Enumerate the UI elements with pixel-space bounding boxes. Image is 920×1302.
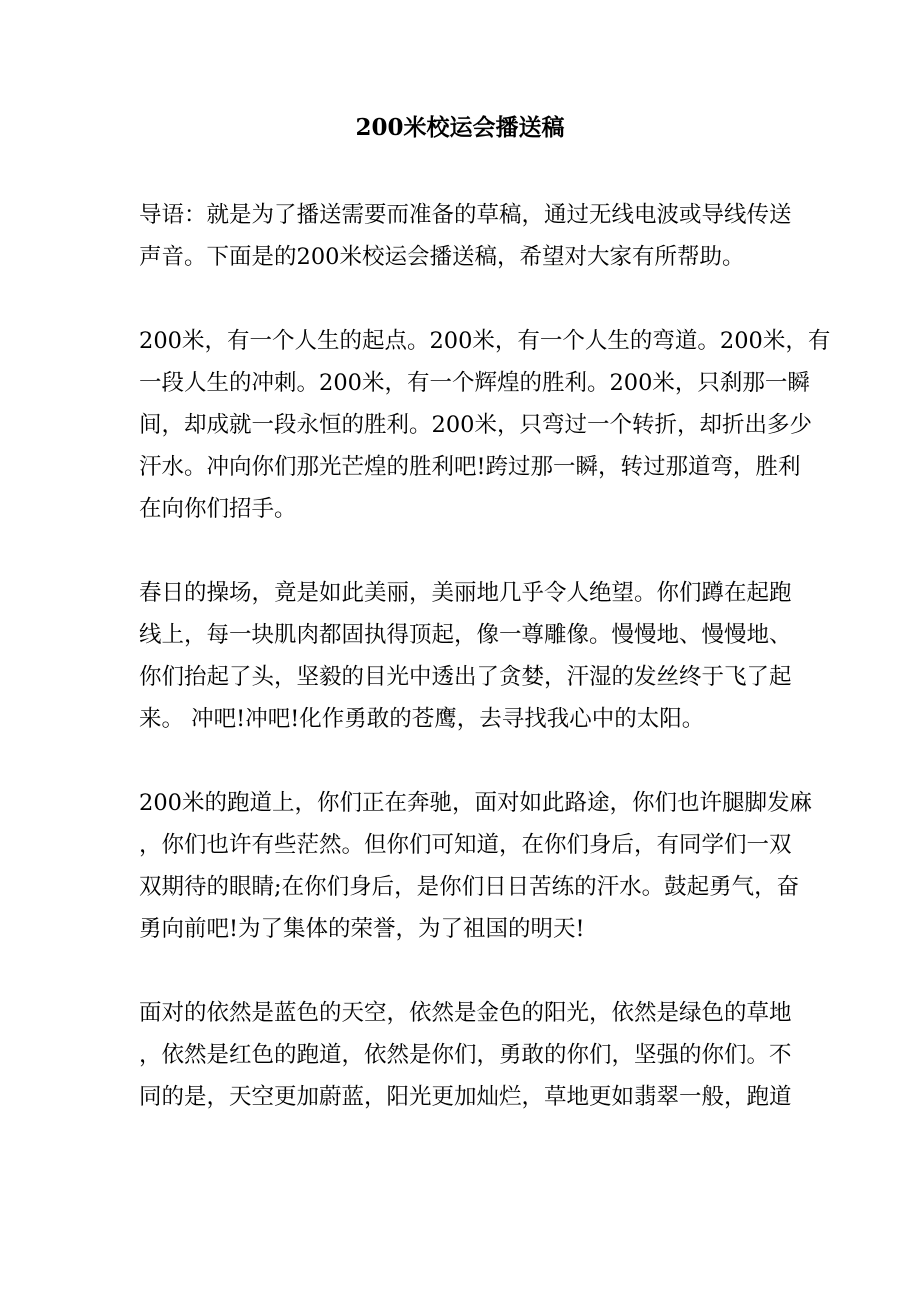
- document-title: 200米校运会播送稿: [355, 114, 565, 141]
- text-line: 线上，每一块肌肉都固执得顶起，像一尊雕像。慢慢地、慢慢地、: [139, 622, 792, 648]
- paragraph: [139, 194, 799, 278]
- text-line: 汗水。冲向你们那光芒煌的胜利吧!跨过那一瞬，转过那道弯，胜利: [139, 454, 801, 480]
- paragraph: [139, 572, 799, 740]
- text-line: 双期待的眼睛;在你们身后，是你们日日苦练的汗水。鼓起勇气，奋: [139, 874, 800, 900]
- text-line: 在向你们招手。: [139, 496, 297, 522]
- text-line: 声音。下面是的200米校运会播送稿，希望对大家有所帮助。: [139, 244, 745, 270]
- text-line: 来。 冲吧!冲吧!化作勇敢的苍鹰，去寻找我心中的太阳。: [139, 706, 705, 732]
- text-line: 一段人生的冲刺。200米，有一个辉煌的胜利。200米，只刹那一瞬: [139, 370, 810, 396]
- paragraph: [139, 992, 799, 1118]
- document-body: [139, 194, 831, 1160]
- text-line: 200米，有一个人生的起点。200米，有一个人生的弯道。200米，有: [139, 328, 831, 354]
- paragraph: [139, 782, 812, 950]
- paragraph: [139, 320, 831, 530]
- text-line: 春日的操场，竟是如此美丽，美丽地几乎令人绝望。你们蹲在起跑: [139, 580, 792, 606]
- text-line: 勇向前吧!为了集体的荣誉，为了祖国的明天!: [139, 916, 585, 942]
- text-line: 导语：就是为了播送需要而准备的草稿，通过无线电波或导线传送: [139, 202, 792, 228]
- text-line: 面对的依然是蓝色的天空，依然是金色的阳光，依然是绿色的草地: [139, 1000, 792, 1026]
- text-line: 200米的跑道上，你们正在奔驰，面对如此路途，你们也许腿脚发麻: [139, 790, 812, 816]
- text-line: ，依然是红色的跑道，依然是你们，勇敢的你们，坚强的你们。不: [139, 1042, 792, 1068]
- text-line: 间，却成就一段永恒的胜利。200米，只弯过一个转折，却折出多少: [139, 412, 812, 438]
- text-line: 你们抬起了头，坚毅的目光中透出了贪婪，汗湿的发丝终于飞了起: [139, 664, 792, 690]
- text-line: 同的是，天空更加蔚蓝，阳光更加灿烂，草地更如翡翠一般，跑道: [139, 1084, 792, 1110]
- text-line: ，你们也许有些茫然。但你们可知道，在你们身后，有同学们一双: [139, 832, 792, 858]
